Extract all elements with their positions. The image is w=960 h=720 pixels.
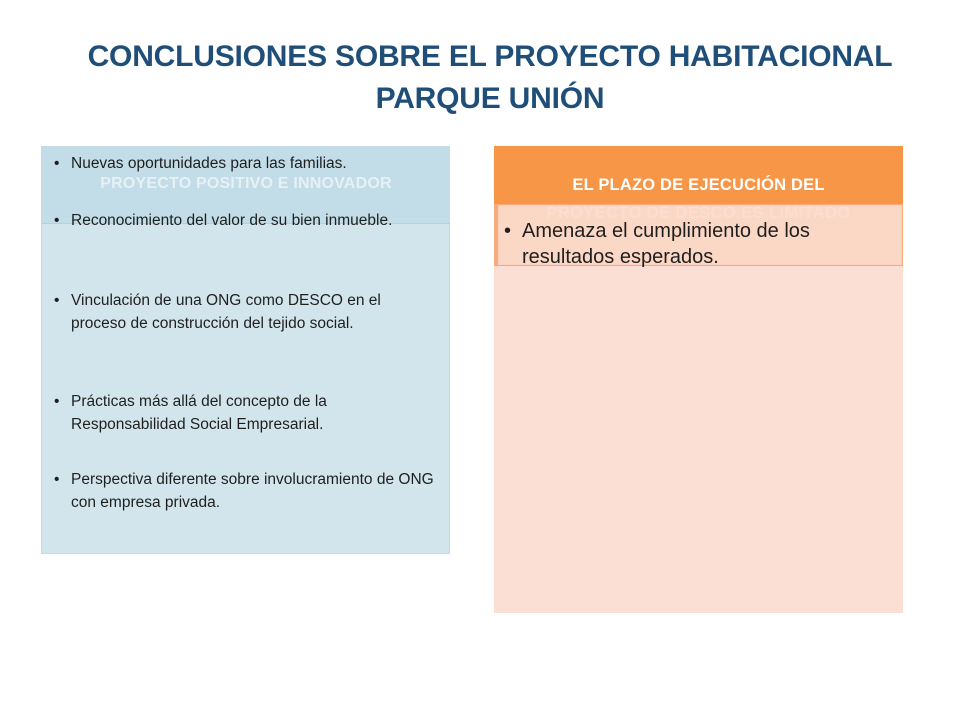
bullet-icon: • (54, 393, 60, 410)
list-item-text: Prácticas más allá del concepto de la Responsabilidad Social Empresarial. (71, 393, 327, 433)
right-panel-header-text: EL PLAZO DE EJECUCIÓN DEL (572, 176, 825, 194)
bullet-icon: • (54, 292, 60, 309)
slide-title (60, 36, 920, 120)
slide-title-line-2: PARQUE UNIÓN (375, 82, 605, 115)
bullet-icon: • (54, 155, 60, 172)
left-panel (41, 146, 450, 554)
bullet-icon: • (504, 220, 512, 242)
list-item-text: Vinculación de una ONG como DESCO en el proceso de construcción del tejido social. (71, 292, 381, 332)
list-item (54, 210, 434, 233)
bullet-icon: • (54, 212, 60, 229)
right-panel-list (504, 218, 894, 270)
right-panel-header (494, 146, 903, 204)
list-item-text: Amenaza el cumplimiento de los resultados esperados. (522, 220, 810, 268)
left-panel-header-text: PROYECTO POSITIVO E INNOVADOR (100, 175, 392, 192)
list-item-text: Reconocimiento del valor de su bien inmueble. (71, 212, 393, 229)
list-item (54, 391, 434, 436)
list-item (54, 469, 434, 514)
slide-title-line-1: CONCLUSIONES SOBRE EL PROYECTO HABITACIONAL (87, 40, 893, 73)
bullet-icon: • (54, 471, 60, 488)
list-item (54, 290, 434, 335)
right-panel (494, 146, 903, 613)
list-item-text: Perspectiva diferente sobre involucramiento de ONG con empresa privada. (71, 471, 434, 511)
list-item-text: Nuevas oportunidades para las familias. (71, 155, 347, 172)
list-item (54, 153, 434, 176)
list-item (504, 218, 894, 270)
